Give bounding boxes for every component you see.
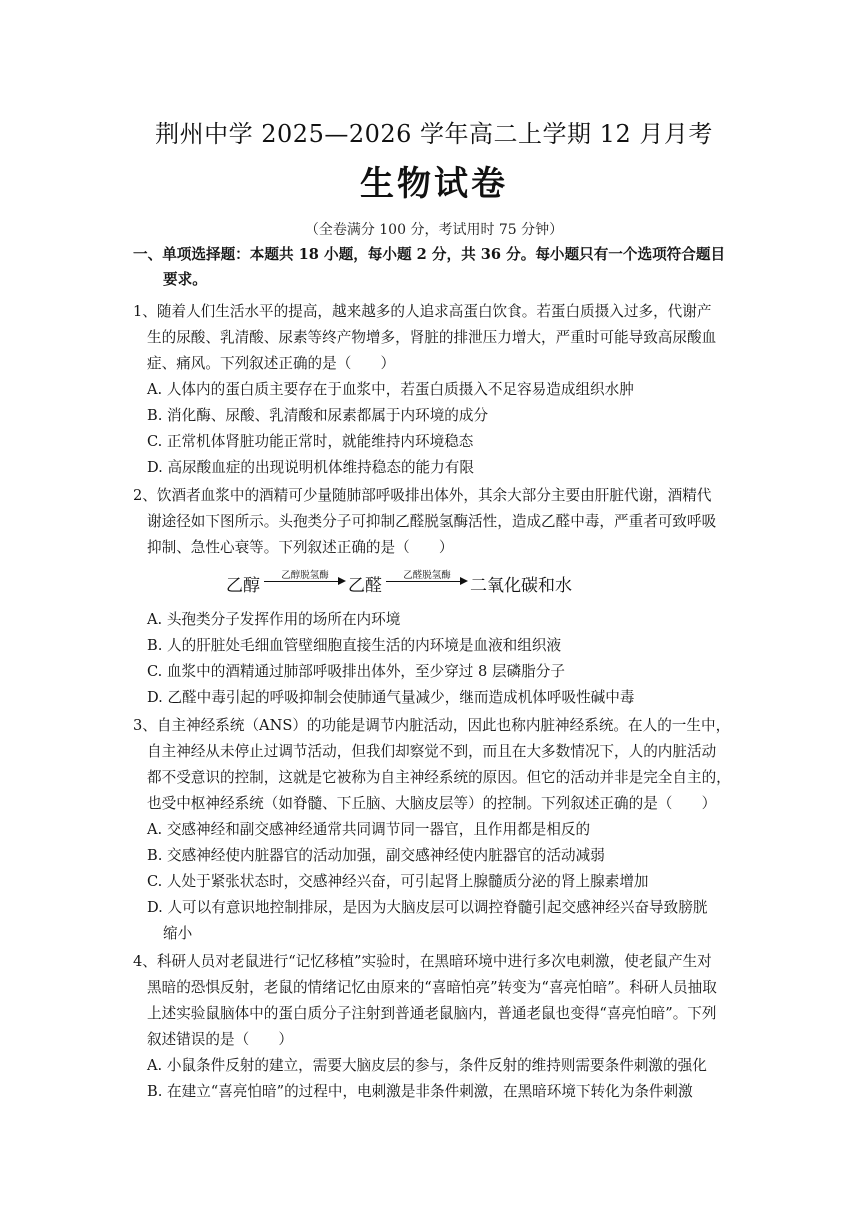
q3-stem-line: 都不受意识的控制，这就是它被称为自主神经系统的原因。但它的活动并非是完全自主的， [147, 769, 731, 786]
arrow-line [264, 581, 340, 582]
q2-option-c: C. 血浆中的酒精通过肺部呼吸排出体外，至少穿过 8 层磷脂分子 [147, 663, 565, 680]
section-heading-line1: 一、单项选择题：本题共 18 小题，每小题 2 分，共 36 分。每小题只有一个选项符合题目 [133, 246, 726, 263]
pathway-arrow-1 [264, 567, 346, 597]
q1-option-a: A. 人体内的蛋白质主要存在于血浆中，若蛋白质摄入不足容易造成组织水肿 [147, 381, 634, 398]
section-heading-line2: 要求。 [163, 271, 207, 288]
q2-option-d: D. 乙醛中毒引起的呼吸抑制会使肺通气量减少，继而造成机体呼吸性碱中毒 [147, 689, 635, 706]
q3-stem-line: 也受中枢神经系统（如脊髓、下丘脑、大脑皮层等）的控制。下列叙述正确的是（ ） [147, 795, 717, 812]
q4-option-a: A. 小鼠条件反射的建立，需要大脑皮层的参与，条件反射的维持则需要条件刺激的强化 [147, 1057, 707, 1074]
q4-stem-line: 黑暗的恐惧反射，老鼠的情绪记忆由原来的“喜暗怕亮”转变为“喜亮怕暗”。科研人员抽取 [147, 979, 717, 996]
q4-stem-line: 叙述错误的是（ ） [147, 1031, 293, 1048]
pathway-enzyme-label-2: 乙醛脱氢酶 [403, 570, 451, 581]
exam-note: （全卷满分 100 分，考试用时 75 分钟） [304, 222, 564, 238]
arrow-line [386, 581, 462, 582]
q4-option-b: B. 在建立“喜亮怕暗”的过程中，电刺激是非条件刺激，在黑暗环境下转化为条件刺激 [147, 1083, 693, 1100]
q3-option-c: C. 人处于紧张状态时，交感神经兴奋，可引起肾上腺髓质分泌的肾上腺素增加 [147, 873, 649, 890]
q1-stem-line: 症、痛风。下列叙述正确的是（ ） [147, 355, 396, 372]
q3-option-a: A. 交感神经和副交感神经通常共同调节同一器官，且作用都是相反的 [147, 821, 591, 838]
q3-option-d: D. 人可以有意识地控制排尿，是因为大脑皮层可以调控脊髓引起交感神经兴奋导致膀胱 [147, 899, 708, 916]
q1-option-c: C. 正常机体肾脏功能正常时，就能维持内环境稳态 [147, 433, 474, 450]
q2-stem-line: 谢途径如下图所示。头孢类分子可抑制乙醛脱氢酶活性，造成乙醛中毒，严重者可致呼吸 [147, 513, 717, 530]
q2-stem-line: 抑制、急性心衰等。下列叙述正确的是（ ） [147, 539, 454, 556]
q1-stem-line: 生的尿酸、乳清酸、尿素等终产物增多，肾脏的排泄压力增大，严重时可能导致高尿酸血 [147, 329, 717, 346]
arrow-head-icon [460, 577, 468, 585]
arrow-head-icon [338, 577, 346, 585]
q4-stem-line: 4、科研人员对老鼠进行“记忆移植”实验时，在黑暗环境中进行多次电刺激，使老鼠产生对 [133, 953, 712, 970]
q2-option-a: A. 头孢类分子发挥作用的场所在内环境 [147, 611, 401, 628]
q3-stem-line: 自主神经从未停止过调节活动，但我们却察觉不到，而且在大多数情况下，人的内脏活动 [147, 743, 717, 760]
q3-stem-line: 3、自主神经系统（ANS）的功能是调节内脏活动，因此也称内脏神经系统。在人的一生中， [133, 717, 731, 734]
pathway-node-acetaldehyde: 乙醛 [348, 576, 382, 596]
q3-option-d-cont: 缩小 [163, 925, 193, 942]
q4-stem-line: 上述实验鼠脑体中的蛋白质分子注射到普通老鼠脑内，普通老鼠也变得“喜亮怕暗”。下列 [147, 1005, 717, 1022]
exam-subject: 生物试卷 [360, 164, 508, 204]
exam-title: 荆州中学 2025—2026 学年高二上学期 12 月月考 [155, 120, 713, 148]
q1-stem-line: 1、随着人们生活水平的提高，越来越多的人追求高蛋白饮食。若蛋白质摄入过多，代谢产 [133, 303, 712, 320]
q3-option-b: B. 交感神经使内脏器官的活动加强，副交感神经使内脏器官的活动减弱 [147, 847, 605, 864]
q1-option-b: B. 消化酶、尿酸、乳清酸和尿素都属于内环境的成分 [147, 407, 489, 424]
pathway-enzyme-label-1: 乙醇脱氢酶 [281, 570, 329, 581]
q2-stem-line: 2、饮酒者血浆中的酒精可少量随肺部呼吸排出体外，其余大部分主要由肝脏代谢，酒精代 [133, 487, 712, 504]
metabolism-pathway-diagram [226, 567, 646, 597]
pathway-node-ethanol: 乙醇 [226, 576, 260, 596]
pathway-arrow-2 [386, 567, 468, 597]
q1-option-d: D. 高尿酸血症的出现说明机体维持稳态的能力有限 [147, 459, 474, 476]
q2-option-b: B. 人的肝脏处毛细血管壁细胞直接生活的内环境是血液和组织液 [147, 637, 562, 654]
pathway-node-co2-water: 二氧化碳和水 [470, 576, 572, 596]
